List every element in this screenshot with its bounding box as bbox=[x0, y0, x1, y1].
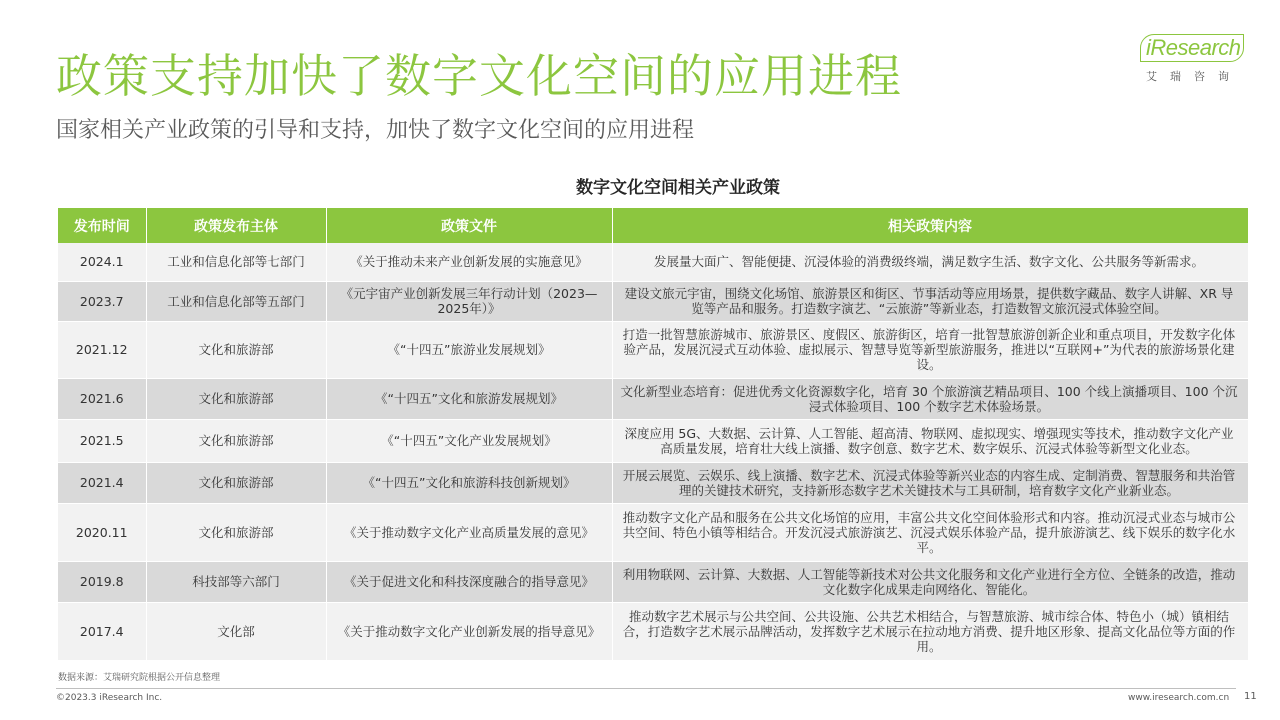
table-row bbox=[58, 503, 1248, 561]
table-row bbox=[58, 378, 1248, 419]
header-document: 政策文件 bbox=[326, 208, 612, 243]
cell-content: 开展云展览、云娱乐、线上演播、数字艺术、沉浸式体验等新兴业态的内容生成、定制消费、智慧服务和共治管理的关键技术研究，支持新形态数字艺术关键技术与工具研制，培育数字文化产业新业态。 bbox=[612, 462, 1248, 503]
cell-document: 《关于推动未来产业创新发展的实施意见》 bbox=[326, 243, 612, 281]
logo-tagline: 艾瑞咨询 bbox=[1146, 70, 1242, 83]
cell-document: 《关于推动数字文化产业创新发展的指导意见》 bbox=[326, 602, 612, 660]
cell-content: 发展量大面广、智能便捷、沉浸体验的消费级终端，满足数字生活、数字文化、公共服务等新需求。 bbox=[612, 243, 1248, 281]
footer-divider bbox=[56, 688, 1236, 689]
cell-date: 2021.6 bbox=[58, 378, 146, 419]
cell-date: 2021.12 bbox=[58, 321, 146, 378]
cell-content: 建设文旅元宇宙，围绕文化场馆、旅游景区和街区、节事活动等应用场景，提供数字藏品、数字人讲解、XR 导览等产品和服务。打造数字演艺、“云旅游”等新业态，打造数智文旅沉浸式体验空间。 bbox=[612, 281, 1248, 321]
iresearch-logo bbox=[1140, 34, 1250, 86]
cell-document: 《“十四五”文化和旅游发展规划》 bbox=[326, 378, 612, 419]
logo-brand: iResearch bbox=[1146, 35, 1241, 60]
website-link[interactable]: www.iresearch.com.cn bbox=[1128, 693, 1230, 703]
data-source-note: 数据来源：艾瑞研究院根据公开信息整理 bbox=[58, 673, 221, 683]
cell-issuer: 工业和信息化部等七部门 bbox=[146, 243, 326, 281]
policy-table bbox=[58, 208, 1249, 661]
table-row bbox=[58, 561, 1248, 602]
table-row bbox=[58, 602, 1248, 660]
table-row bbox=[58, 281, 1248, 321]
cell-date: 2019.8 bbox=[58, 561, 146, 602]
cell-issuer: 文化和旅游部 bbox=[146, 321, 326, 378]
cell-content: 推动数字文化产品和服务在公共文化场馆的应用，丰富公共文化空间体验形式和内容。推动沉浸式业态与城市公共空间、特色小镇等相结合。开发沉浸式旅游演艺、沉浸式娱乐体验产品，提升旅游演艺、线下娱乐的数字化水平。 bbox=[612, 503, 1248, 561]
cell-issuer: 文化和旅游部 bbox=[146, 419, 326, 462]
cell-issuer: 文化部 bbox=[146, 602, 326, 660]
cell-issuer: 工业和信息化部等五部门 bbox=[146, 281, 326, 321]
cell-date: 2017.4 bbox=[58, 602, 146, 660]
header-date: 发布时间 bbox=[58, 208, 146, 243]
cell-issuer: 文化和旅游部 bbox=[146, 378, 326, 419]
cell-document: 《“十四五”旅游业发展规划》 bbox=[326, 321, 612, 378]
cell-issuer: 文化和旅游部 bbox=[146, 462, 326, 503]
table-row bbox=[58, 321, 1248, 378]
cell-content: 深度应用 5G、大数据、云计算、人工智能、超高清、物联网、虚拟现实、增强现实等技术，推动数字文化产业高质量发展，培育壮大线上演播、数字创意、数字艺术、数字娱乐、沉浸式体验等新型文化业态。 bbox=[612, 419, 1248, 462]
table-row bbox=[58, 243, 1248, 281]
cell-document: 《“十四五”文化和旅游科技创新规划》 bbox=[326, 462, 612, 503]
copyright-text: ©2023.3 iResearch Inc. bbox=[56, 693, 163, 703]
cell-content: 文化新型业态培育：促进优秀文化资源数字化，培育 30 个旅游演艺精品项目、100 个线上演播项目、100 个沉浸式体验项目、100 个数字艺术体验场景。 bbox=[612, 378, 1248, 419]
cell-date: 2024.1 bbox=[58, 243, 146, 281]
page-title: 政策支持加快了数字文化空间的应用进程 bbox=[56, 49, 902, 103]
table-header-row bbox=[58, 208, 1248, 243]
cell-date: 2021.5 bbox=[58, 419, 146, 462]
page-number: 11 bbox=[1244, 691, 1257, 702]
table-row bbox=[58, 419, 1248, 462]
cell-document: 《关于推动数字文化产业高质量发展的意见》 bbox=[326, 503, 612, 561]
page-subtitle: 国家相关产业政策的引导和支持，加快了数字文化空间的应用进程 bbox=[56, 118, 695, 143]
table-title: 数字文化空间相关产业政策 bbox=[576, 178, 780, 198]
cell-date: 2021.4 bbox=[58, 462, 146, 503]
cell-date: 2023.7 bbox=[58, 281, 146, 321]
header-content: 相关政策内容 bbox=[612, 208, 1248, 243]
cell-content: 推动数字艺术展示与公共空间、公共设施、公共艺术相结合，与智慧旅游、城市综合体、特色小（城）镇相结合，打造数字艺术展示品牌活动，发挥数字艺术展示在拉动地方消费、提升地区形象、提高文化品位等方面的作用。 bbox=[612, 602, 1248, 660]
cell-document: 《元宇宙产业创新发展三年行动计划（2023—2025年）》 bbox=[326, 281, 612, 321]
cell-date: 2020.11 bbox=[58, 503, 146, 561]
header-issuer: 政策发布主体 bbox=[146, 208, 326, 243]
cell-document: 《“十四五”文化产业发展规划》 bbox=[326, 419, 612, 462]
cell-content: 打造一批智慧旅游城市、旅游景区、度假区、旅游街区，培育一批智慧旅游创新企业和重点项目，开发数字化体验产品，发展沉浸式互动体验、虚拟展示、智慧导览等新型旅游服务，推进以“互联网+”为代表的旅游场景化建设。 bbox=[612, 321, 1248, 378]
cell-document: 《关于促进文化和科技深度融合的指导意见》 bbox=[326, 561, 612, 602]
cell-issuer: 科技部等六部门 bbox=[146, 561, 326, 602]
cell-content: 利用物联网、云计算、大数据、人工智能等新技术对公共文化服务和文化产业进行全方位、全链条的改造，推动文化数字化成果走向网络化、智能化。 bbox=[612, 561, 1248, 602]
table-row bbox=[58, 462, 1248, 503]
cell-issuer: 文化和旅游部 bbox=[146, 503, 326, 561]
